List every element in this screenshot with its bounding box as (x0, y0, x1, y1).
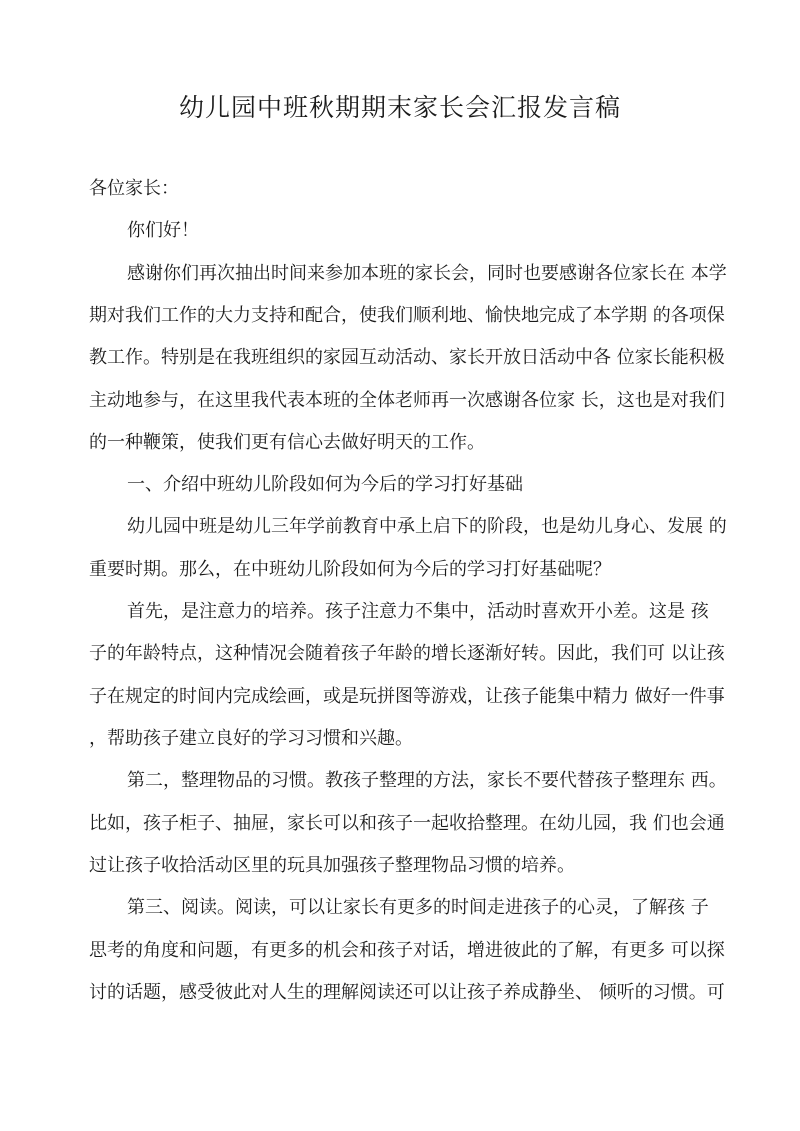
paragraph-line: 子的年龄特点，这种情况会随着孩子年龄的增长逐渐好转。因此，我们可 以让孩 (89, 643, 725, 664)
paragraph-line: 讨的话题，感受彼此对人生的理解阅读还可以让孩子养成静坐、 倾听的习惯。可 (89, 982, 725, 1003)
salutation: 各位家长： (89, 178, 179, 199)
section-heading: 一、介绍中班幼儿阶段如何为今后的学习打好基础 (127, 474, 523, 495)
paragraph-line: 第二，整理物品的习惯。教孩子整理的方法，家长不要代替孩子整理东 西。 (127, 770, 727, 791)
paragraph-line: 期对我们工作的大力支持和配合，使我们顺利地、愉快地完成了本学期 的各项保 (89, 305, 725, 326)
paragraph-line: 主动地参与，在这里我代表本班的全体老师再一次感谢各位家 长，这也是对我们 (89, 390, 725, 411)
paragraph-line: 第三、阅读。阅读，可以让家长有更多的时间走进孩子的心灵，了解孩 子 (127, 897, 709, 918)
paragraph-line: 重要时期。那么，在中班幼儿阶段如何为今后的学习打好基础呢？ (89, 559, 611, 580)
paragraph-line: 幼儿园中班是幼儿三年学前教育中承上启下的阶段，也是幼儿身心、发展 的 (127, 516, 727, 537)
paragraph-line: 思考的角度和问题，有更多的机会和孩子对话，增进彼此的了解，有更多 可以探 (89, 940, 725, 961)
paragraph-line: 子在规定的时间内完成绘画，或是玩拼图等游戏，让孩子能集中精力 做好一件事 (89, 686, 725, 707)
paragraph-line: 的一种鞭策，使我们更有信心去做好明天的工作。 (89, 432, 485, 453)
paragraph-line: 教工作。特别是在我班组织的家园互动活动、家长开放日活动中各 位家长能积极 (89, 347, 725, 368)
paragraph-line: 感谢你们再次抽出时间来参加本班的家长会，同时也要感谢各位家长在 本学 (127, 263, 727, 284)
paragraph-line: 比如，孩子柜子、抽屉，家长可以和孩子一起收拾整理。在幼儿园，我 们也会通 (89, 813, 725, 834)
document-title: 幼儿园中班秋期期末家长会汇报发言稿 (178, 93, 621, 122)
greeting: 你们好！ (127, 220, 199, 241)
paragraph-line: 首先，是注意力的培养。孩子注意力不集中，活动时喜欢开小差。这是 孩 (127, 601, 709, 622)
paragraph-line: 过让孩子收拾活动区里的玩具加强孩子整理物品习惯的培养。 (89, 855, 575, 876)
paragraph-line: ，帮助孩子建立良好的学习习惯和兴趣。 (89, 728, 413, 749)
